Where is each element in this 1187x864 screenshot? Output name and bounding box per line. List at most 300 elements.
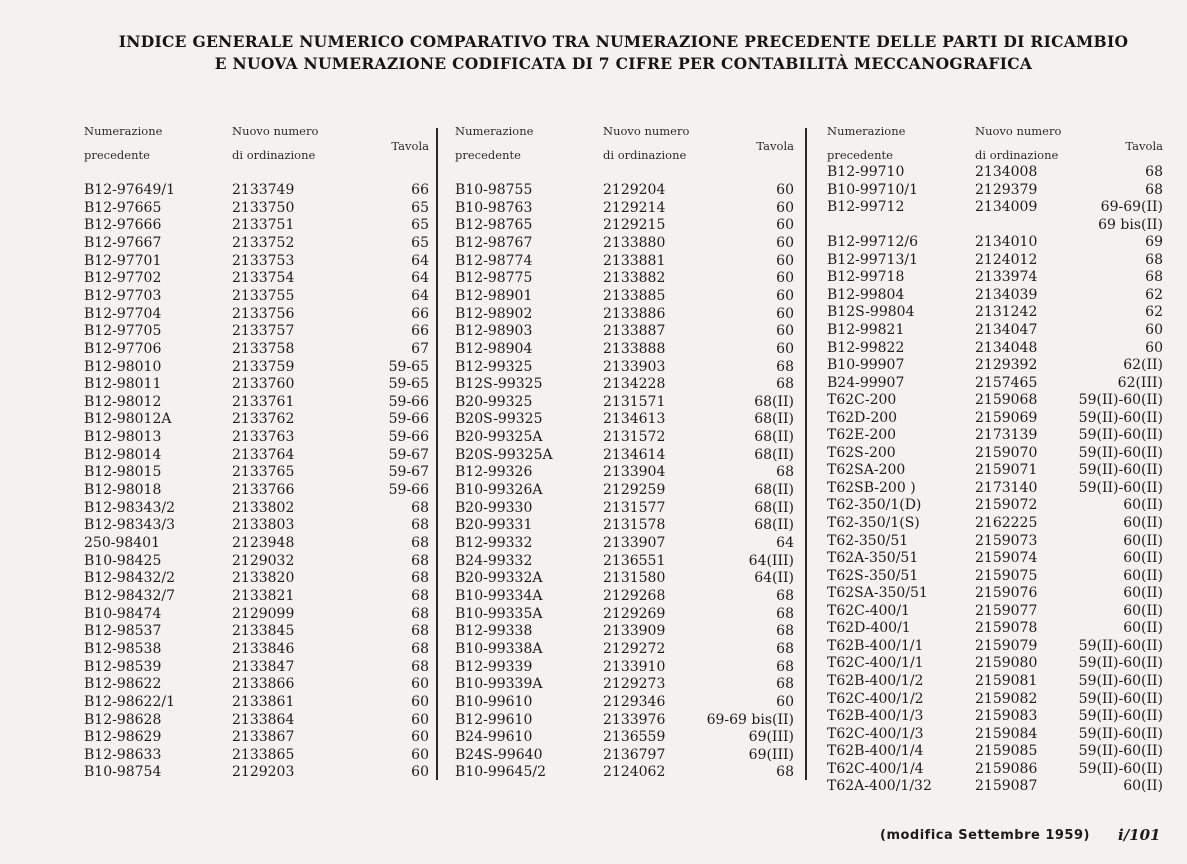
- new-order-number: 2133760: [232, 376, 295, 393]
- new-order-number: 2133888: [603, 340, 666, 357]
- new-order-number: 2133755: [232, 287, 295, 304]
- previous-number: B10-99335A: [455, 605, 543, 622]
- new-order-number: 2133907: [603, 535, 666, 551]
- previous-number: B12-97667: [84, 234, 162, 251]
- new-order-number: 2159086: [975, 760, 1038, 777]
- new-order-number: 2133867: [232, 729, 295, 746]
- previous-number: B24S-99640: [455, 746, 543, 763]
- previous-number: T62SB-200 ): [827, 479, 916, 496]
- table-reference: 68(II): [754, 446, 794, 463]
- new-order-number: 2133761: [232, 393, 295, 410]
- previous-number: B20-99325A: [455, 429, 543, 446]
- previous-number: B12-99712/6: [827, 234, 918, 251]
- table-reference: 68(II): [754, 517, 794, 534]
- previous-number: B12-97704: [84, 305, 162, 322]
- revision-note: (modifica Settembre 1959): [880, 828, 1090, 843]
- previous-number: 250-98401: [84, 535, 160, 551]
- previous-number: B10-99645/2: [455, 764, 546, 781]
- previous-number: B12-99325: [455, 358, 533, 375]
- table-reference: 68: [411, 640, 429, 657]
- table-reference: 68: [776, 358, 794, 375]
- new-order-number: 2136797: [603, 746, 666, 763]
- table-row: [827, 163, 1163, 181]
- previous-number: B12-99718: [827, 269, 905, 286]
- table-row: [84, 410, 429, 428]
- table-row: [455, 569, 794, 587]
- table-row: [84, 463, 429, 481]
- page-title-line-1: INDICE GENERALE NUMERICO COMPARATIVO TRA NUMERAZIONE PRECEDENTE DELLE PARTI DI RICAMBIO: [118, 32, 1129, 51]
- table-row: [455, 552, 794, 570]
- new-order-number: 2159078: [975, 620, 1038, 637]
- header-new-number: Nuovo numero di ordinazione: [232, 124, 319, 162]
- new-order-number: 2133756: [232, 305, 295, 322]
- new-order-number: 2133750: [232, 199, 295, 216]
- new-order-number: 2131578: [603, 517, 666, 534]
- previous-number: B12-98774: [455, 252, 533, 269]
- new-order-number: 2129269: [603, 605, 666, 622]
- previous-number: B12-98775: [455, 270, 533, 287]
- table-reference: 59(II)-60(II): [1078, 409, 1163, 426]
- table-row: [827, 672, 1163, 690]
- table-row: [827, 268, 1163, 286]
- new-order-number: 2133821: [232, 587, 295, 604]
- table-reference: 60: [411, 711, 429, 728]
- table-row: [84, 375, 429, 393]
- table-reference: 64(III): [748, 552, 794, 569]
- new-order-number: 2159087: [975, 778, 1038, 795]
- table-row: [455, 428, 794, 446]
- previous-number: B20S-99325: [455, 411, 543, 428]
- table-row: [827, 391, 1163, 409]
- new-order-number: 2129268: [603, 587, 666, 604]
- new-order-number: 2162225: [975, 515, 1038, 531]
- table-reference: 60: [411, 676, 429, 693]
- previous-number: T62S-200: [827, 444, 896, 461]
- previous-number: B12-98538: [84, 640, 162, 657]
- table-reference: 59-66: [388, 429, 429, 446]
- column-header: [455, 125, 794, 165]
- previous-number: B12-99610: [455, 711, 533, 728]
- table-reference: 68: [411, 623, 429, 640]
- table-row: [455, 675, 794, 693]
- table-reference: 68: [411, 517, 429, 534]
- table-reference: 59(II)-60(II): [1078, 690, 1163, 707]
- table-reference: 59-65: [388, 376, 429, 393]
- table-reference: 68: [1145, 181, 1163, 198]
- table-row: [84, 234, 429, 252]
- previous-number: T62C-400/1/4: [827, 760, 924, 777]
- new-order-number: 2159072: [975, 497, 1038, 514]
- table-row: [455, 358, 794, 376]
- table-row: [84, 481, 429, 499]
- new-order-number: 2159075: [975, 567, 1038, 584]
- previous-number: B12-98902: [455, 305, 533, 322]
- previous-number: B12-97703: [84, 287, 162, 304]
- new-order-number: 2159080: [975, 655, 1038, 672]
- previous-number: T62C-200: [827, 392, 897, 409]
- table-row: [84, 305, 429, 323]
- new-order-number: 2129203: [232, 764, 295, 781]
- table-row: [84, 181, 429, 199]
- table-reference: 66: [411, 323, 429, 340]
- new-order-number: 2133803: [232, 517, 295, 534]
- new-order-number: 2131577: [603, 499, 666, 516]
- previous-number: B12-97701: [84, 252, 162, 269]
- new-order-number: 2136551: [603, 552, 666, 569]
- new-order-number: 2133885: [603, 287, 666, 304]
- previous-number: B10-99326A: [455, 482, 543, 499]
- previous-number: B12S-99325: [455, 376, 543, 393]
- previous-number: B20-99331: [455, 517, 533, 534]
- table-reference: 60: [776, 270, 794, 287]
- table-row: [84, 428, 429, 446]
- page-title-line-2: E NUOVA NUMERAZIONE CODIFICATA DI 7 CIFRE PER CONTABILITÀ MECCANOGRAFICA: [214, 54, 1033, 73]
- table-reference: 66: [411, 305, 429, 322]
- table-row: [84, 199, 429, 217]
- previous-number: B20-99330: [455, 499, 533, 516]
- table-row: [827, 619, 1163, 637]
- table-reference: 68: [1145, 269, 1163, 286]
- table-reference: 59-67: [388, 464, 429, 481]
- table-reference: 68(II): [754, 499, 794, 516]
- previous-number: B12-98013: [84, 429, 162, 446]
- header-table: Tavola: [1125, 139, 1163, 153]
- new-order-number: 2159084: [975, 725, 1038, 742]
- previous-number: B12-99821: [827, 321, 905, 338]
- table-reference: 68: [411, 535, 429, 551]
- previous-number: T62C-400/1: [827, 602, 910, 619]
- table-reference: 60: [776, 305, 794, 322]
- table-row: [84, 711, 429, 729]
- previous-number: B10-98474: [84, 605, 162, 622]
- previous-number: B12-98622: [84, 676, 162, 693]
- table-reference: 60: [776, 693, 794, 710]
- table-row: [455, 516, 794, 534]
- table-reference: 68(II): [754, 429, 794, 446]
- table-row: [455, 252, 794, 270]
- table-row: [455, 181, 794, 199]
- table-reference: 68: [776, 676, 794, 693]
- previous-number: B12-98633: [84, 746, 162, 763]
- previous-number: T62S-350/51: [827, 567, 919, 584]
- new-order-number: 2159070: [975, 444, 1038, 461]
- table-row: [84, 693, 429, 711]
- table-row: [84, 269, 429, 287]
- previous-number: B24-99332: [455, 552, 533, 569]
- table-reference: 60: [776, 340, 794, 357]
- previous-number: T62-350/1(S): [827, 515, 920, 531]
- previous-number: B12-98622/1: [84, 693, 175, 710]
- new-order-number: 2133882: [603, 270, 666, 287]
- index-column-2: [455, 124, 794, 781]
- table-row: [827, 760, 1163, 778]
- table-row: [455, 587, 794, 605]
- previous-number: T62B-400/1/2: [827, 672, 924, 689]
- new-order-number: 2124012: [975, 251, 1038, 268]
- table-row: [827, 742, 1163, 760]
- new-order-number: 2133759: [232, 358, 295, 375]
- table-reference: 69 bis(II): [1098, 216, 1163, 233]
- new-order-number: 2159082: [975, 690, 1038, 707]
- table-reference: 60(II): [1123, 550, 1163, 567]
- table-row: [455, 534, 794, 552]
- new-order-number: 2134613: [603, 411, 666, 428]
- table-reference: 59(II)-60(II): [1078, 637, 1163, 654]
- header-prev-number: Numerazione precedente: [827, 124, 906, 162]
- table-row: [84, 216, 429, 234]
- table-reference: 60: [411, 729, 429, 746]
- table-reference: 60(II): [1123, 778, 1163, 795]
- table-reference: 64: [411, 287, 429, 304]
- previous-number: B12-99338: [455, 623, 533, 640]
- index-column-1: [84, 124, 429, 781]
- table-reference: 69-69(II): [1100, 199, 1163, 216]
- table-row: [84, 552, 429, 570]
- previous-number: T62D-400/1: [827, 620, 911, 637]
- new-order-number: 2159073: [975, 532, 1038, 549]
- table-reference: 64: [411, 252, 429, 269]
- table-reference: 59(II)-60(II): [1078, 672, 1163, 689]
- column-divider: [805, 128, 807, 780]
- new-order-number: 2157465: [975, 374, 1038, 391]
- new-order-number: 2134228: [603, 376, 666, 393]
- table-reference: 60: [411, 746, 429, 763]
- new-order-number: 2133758: [232, 340, 295, 357]
- header-prev-number: Numerazione precedente: [455, 124, 534, 162]
- new-order-number: 2131571: [603, 393, 666, 410]
- table-row: [827, 690, 1163, 708]
- new-order-number: 2133752: [232, 234, 295, 251]
- previous-number: B10-99907: [827, 357, 905, 374]
- table-reference: 64(II): [754, 570, 794, 587]
- table-reference: 59(II)-60(II): [1078, 725, 1163, 742]
- previous-number: T62D-200: [827, 409, 898, 426]
- previous-number: B12-98010: [84, 358, 162, 375]
- new-order-number: 2159085: [975, 743, 1038, 760]
- previous-number: B12-98904: [455, 340, 533, 357]
- header-table: Tavola: [391, 139, 429, 153]
- previous-number: B12-99710: [827, 164, 905, 180]
- new-order-number: 2133861: [232, 693, 295, 710]
- previous-number: T62-350/1(D): [827, 497, 922, 514]
- table-reference: 60: [1145, 321, 1163, 338]
- index-column-3: [827, 124, 1163, 795]
- new-order-number: 2133820: [232, 570, 295, 587]
- table-reference: 68(II): [754, 482, 794, 499]
- table-reference: 68: [411, 570, 429, 587]
- table-row: [827, 602, 1163, 620]
- table-row: [827, 303, 1163, 321]
- new-order-number: 2136559: [603, 729, 666, 746]
- previous-number: T62A-400/1/32: [827, 778, 932, 795]
- previous-number: B12-98015: [84, 464, 162, 481]
- new-order-number: 2133974: [975, 269, 1038, 286]
- table-row: [455, 763, 794, 781]
- table-row: [84, 534, 429, 552]
- header-table: Tavola: [756, 139, 794, 153]
- table-reference: 59(II)-60(II): [1078, 392, 1163, 409]
- new-order-number: 2133757: [232, 323, 295, 340]
- table-row: [84, 658, 429, 676]
- new-order-number: 2134047: [975, 321, 1038, 338]
- column-header: [827, 125, 1163, 165]
- table-row: [455, 322, 794, 340]
- new-order-number: 2159077: [975, 602, 1038, 619]
- new-order-number: 2129204: [603, 182, 666, 198]
- previous-number: B20S-99325A: [455, 446, 553, 463]
- previous-number: B12-97649/1: [84, 182, 175, 198]
- new-order-number: 2133846: [232, 640, 295, 657]
- table-row: [84, 340, 429, 358]
- table-reference: 60: [411, 764, 429, 781]
- new-order-number: 2129099: [232, 605, 295, 622]
- table-reference: 64: [411, 270, 429, 287]
- new-order-number: 2133766: [232, 482, 295, 499]
- table-reference: 59(II)-60(II): [1078, 743, 1163, 760]
- table-row: [827, 496, 1163, 514]
- table-reference: 62(III): [1117, 374, 1163, 391]
- previous-number: B12-97702: [84, 270, 162, 287]
- table-row: [455, 199, 794, 217]
- new-order-number: 2129346: [603, 693, 666, 710]
- table-row: [84, 763, 429, 781]
- previous-number: B12-98432/7: [84, 587, 175, 604]
- table-reference: 68: [411, 605, 429, 622]
- table-reference: 68: [776, 587, 794, 604]
- table-reference: 69(III): [748, 746, 794, 763]
- previous-number: T62-350/51: [827, 532, 909, 549]
- table-reference: 65: [411, 199, 429, 216]
- table-reference: 68: [776, 464, 794, 481]
- table-reference: 68(II): [754, 411, 794, 428]
- new-order-number: 2133763: [232, 429, 295, 446]
- table-reference: 59(II)-60(II): [1078, 444, 1163, 461]
- previous-number: B20-99325: [455, 393, 533, 410]
- table-row: [455, 305, 794, 323]
- table-reference: 60(II): [1123, 515, 1163, 531]
- table-row: [84, 252, 429, 270]
- table-row: [827, 532, 1163, 550]
- new-order-number: 2159081: [975, 672, 1038, 689]
- table-reference: 62: [1145, 286, 1163, 303]
- table-row: [827, 251, 1163, 269]
- new-order-number: 2129273: [603, 676, 666, 693]
- previous-number: B20-99332A: [455, 570, 543, 587]
- table-row: [827, 356, 1163, 374]
- previous-number: T62C-400/1/3: [827, 725, 924, 742]
- table-row: [827, 321, 1163, 339]
- table-reference: 59-67: [388, 446, 429, 463]
- table-row: [827, 777, 1163, 795]
- previous-number: B12-99804: [827, 286, 905, 303]
- table-row: [455, 216, 794, 234]
- table-row: [455, 287, 794, 305]
- table-row: [84, 358, 429, 376]
- table-reference: 66: [411, 182, 429, 198]
- previous-number: B12-99712: [827, 199, 905, 216]
- new-order-number: 2129215: [603, 217, 666, 234]
- table-reference: 59-66: [388, 411, 429, 428]
- table-reference: 59(II)-60(II): [1078, 655, 1163, 672]
- table-reference: 68: [776, 658, 794, 675]
- previous-number: B12-99713/1: [827, 251, 918, 268]
- new-order-number: 2133904: [603, 464, 666, 481]
- previous-number: B12-98343/3: [84, 517, 175, 534]
- previous-number: B12-98014: [84, 446, 162, 463]
- new-order-number: 2134048: [975, 339, 1038, 356]
- previous-number: B12-98628: [84, 711, 162, 728]
- new-order-number: 2134010: [975, 234, 1038, 251]
- new-order-number: 2133751: [232, 217, 295, 234]
- table-reference: 60(II): [1123, 567, 1163, 584]
- previous-number: B12-98432/2: [84, 570, 175, 587]
- table-row: [455, 622, 794, 640]
- previous-number: B12-98901: [455, 287, 533, 304]
- table-reference: 59(II)-60(II): [1078, 760, 1163, 777]
- table-reference: 60: [776, 287, 794, 304]
- previous-number: B10-99610: [455, 693, 533, 710]
- table-reference: 59(II)-60(II): [1078, 479, 1163, 496]
- table-reference: 60: [776, 234, 794, 251]
- new-order-number: 2133910: [603, 658, 666, 675]
- previous-number: B10-98763: [455, 199, 533, 216]
- new-order-number: 2131242: [975, 304, 1038, 321]
- table-reference: 59(II)-60(II): [1078, 427, 1163, 444]
- table-row: [455, 499, 794, 517]
- previous-number: B10-99334A: [455, 587, 543, 604]
- table-row: [84, 622, 429, 640]
- table-reference: 68: [1145, 251, 1163, 268]
- table-reference: 69(III): [748, 729, 794, 746]
- table-row: [84, 446, 429, 464]
- previous-number: T62A-350/51: [827, 550, 919, 567]
- table-row: [455, 693, 794, 711]
- table-reference: 59-65: [388, 358, 429, 375]
- previous-number: B10-99339A: [455, 676, 543, 693]
- column-header: [84, 125, 429, 165]
- table-row: [827, 461, 1163, 479]
- new-order-number: 2134009: [975, 199, 1038, 216]
- table-reference: 68: [776, 764, 794, 781]
- table-row: [827, 409, 1163, 427]
- table-reference: 68(II): [754, 393, 794, 410]
- table-row: [455, 375, 794, 393]
- new-order-number: 2133802: [232, 499, 295, 516]
- table-reference: 67: [411, 340, 429, 357]
- header-new-number: Nuovo numero di ordinazione: [603, 124, 690, 162]
- new-order-number: 2129272: [603, 640, 666, 657]
- table-row: [84, 746, 429, 764]
- table-row: [827, 233, 1163, 251]
- new-order-number: 2129379: [975, 181, 1038, 198]
- table-reference: 68: [776, 605, 794, 622]
- previous-number: B12S-99804: [827, 304, 915, 321]
- new-order-number: 2133880: [603, 234, 666, 251]
- table-row: [827, 339, 1163, 357]
- table-reference: 68: [411, 587, 429, 604]
- previous-number: B12-98012A: [84, 411, 172, 428]
- previous-number: B10-98754: [84, 764, 162, 781]
- previous-number: B12-98537: [84, 623, 162, 640]
- previous-number: B12-98343/2: [84, 499, 175, 516]
- table-row: [455, 393, 794, 411]
- table-row: [84, 675, 429, 693]
- previous-number: B12-99332: [455, 535, 533, 551]
- previous-number: B12-98629: [84, 729, 162, 746]
- new-order-number: 2159079: [975, 637, 1038, 654]
- table-row: [84, 587, 429, 605]
- previous-number: T62C-400/1/1: [827, 655, 924, 672]
